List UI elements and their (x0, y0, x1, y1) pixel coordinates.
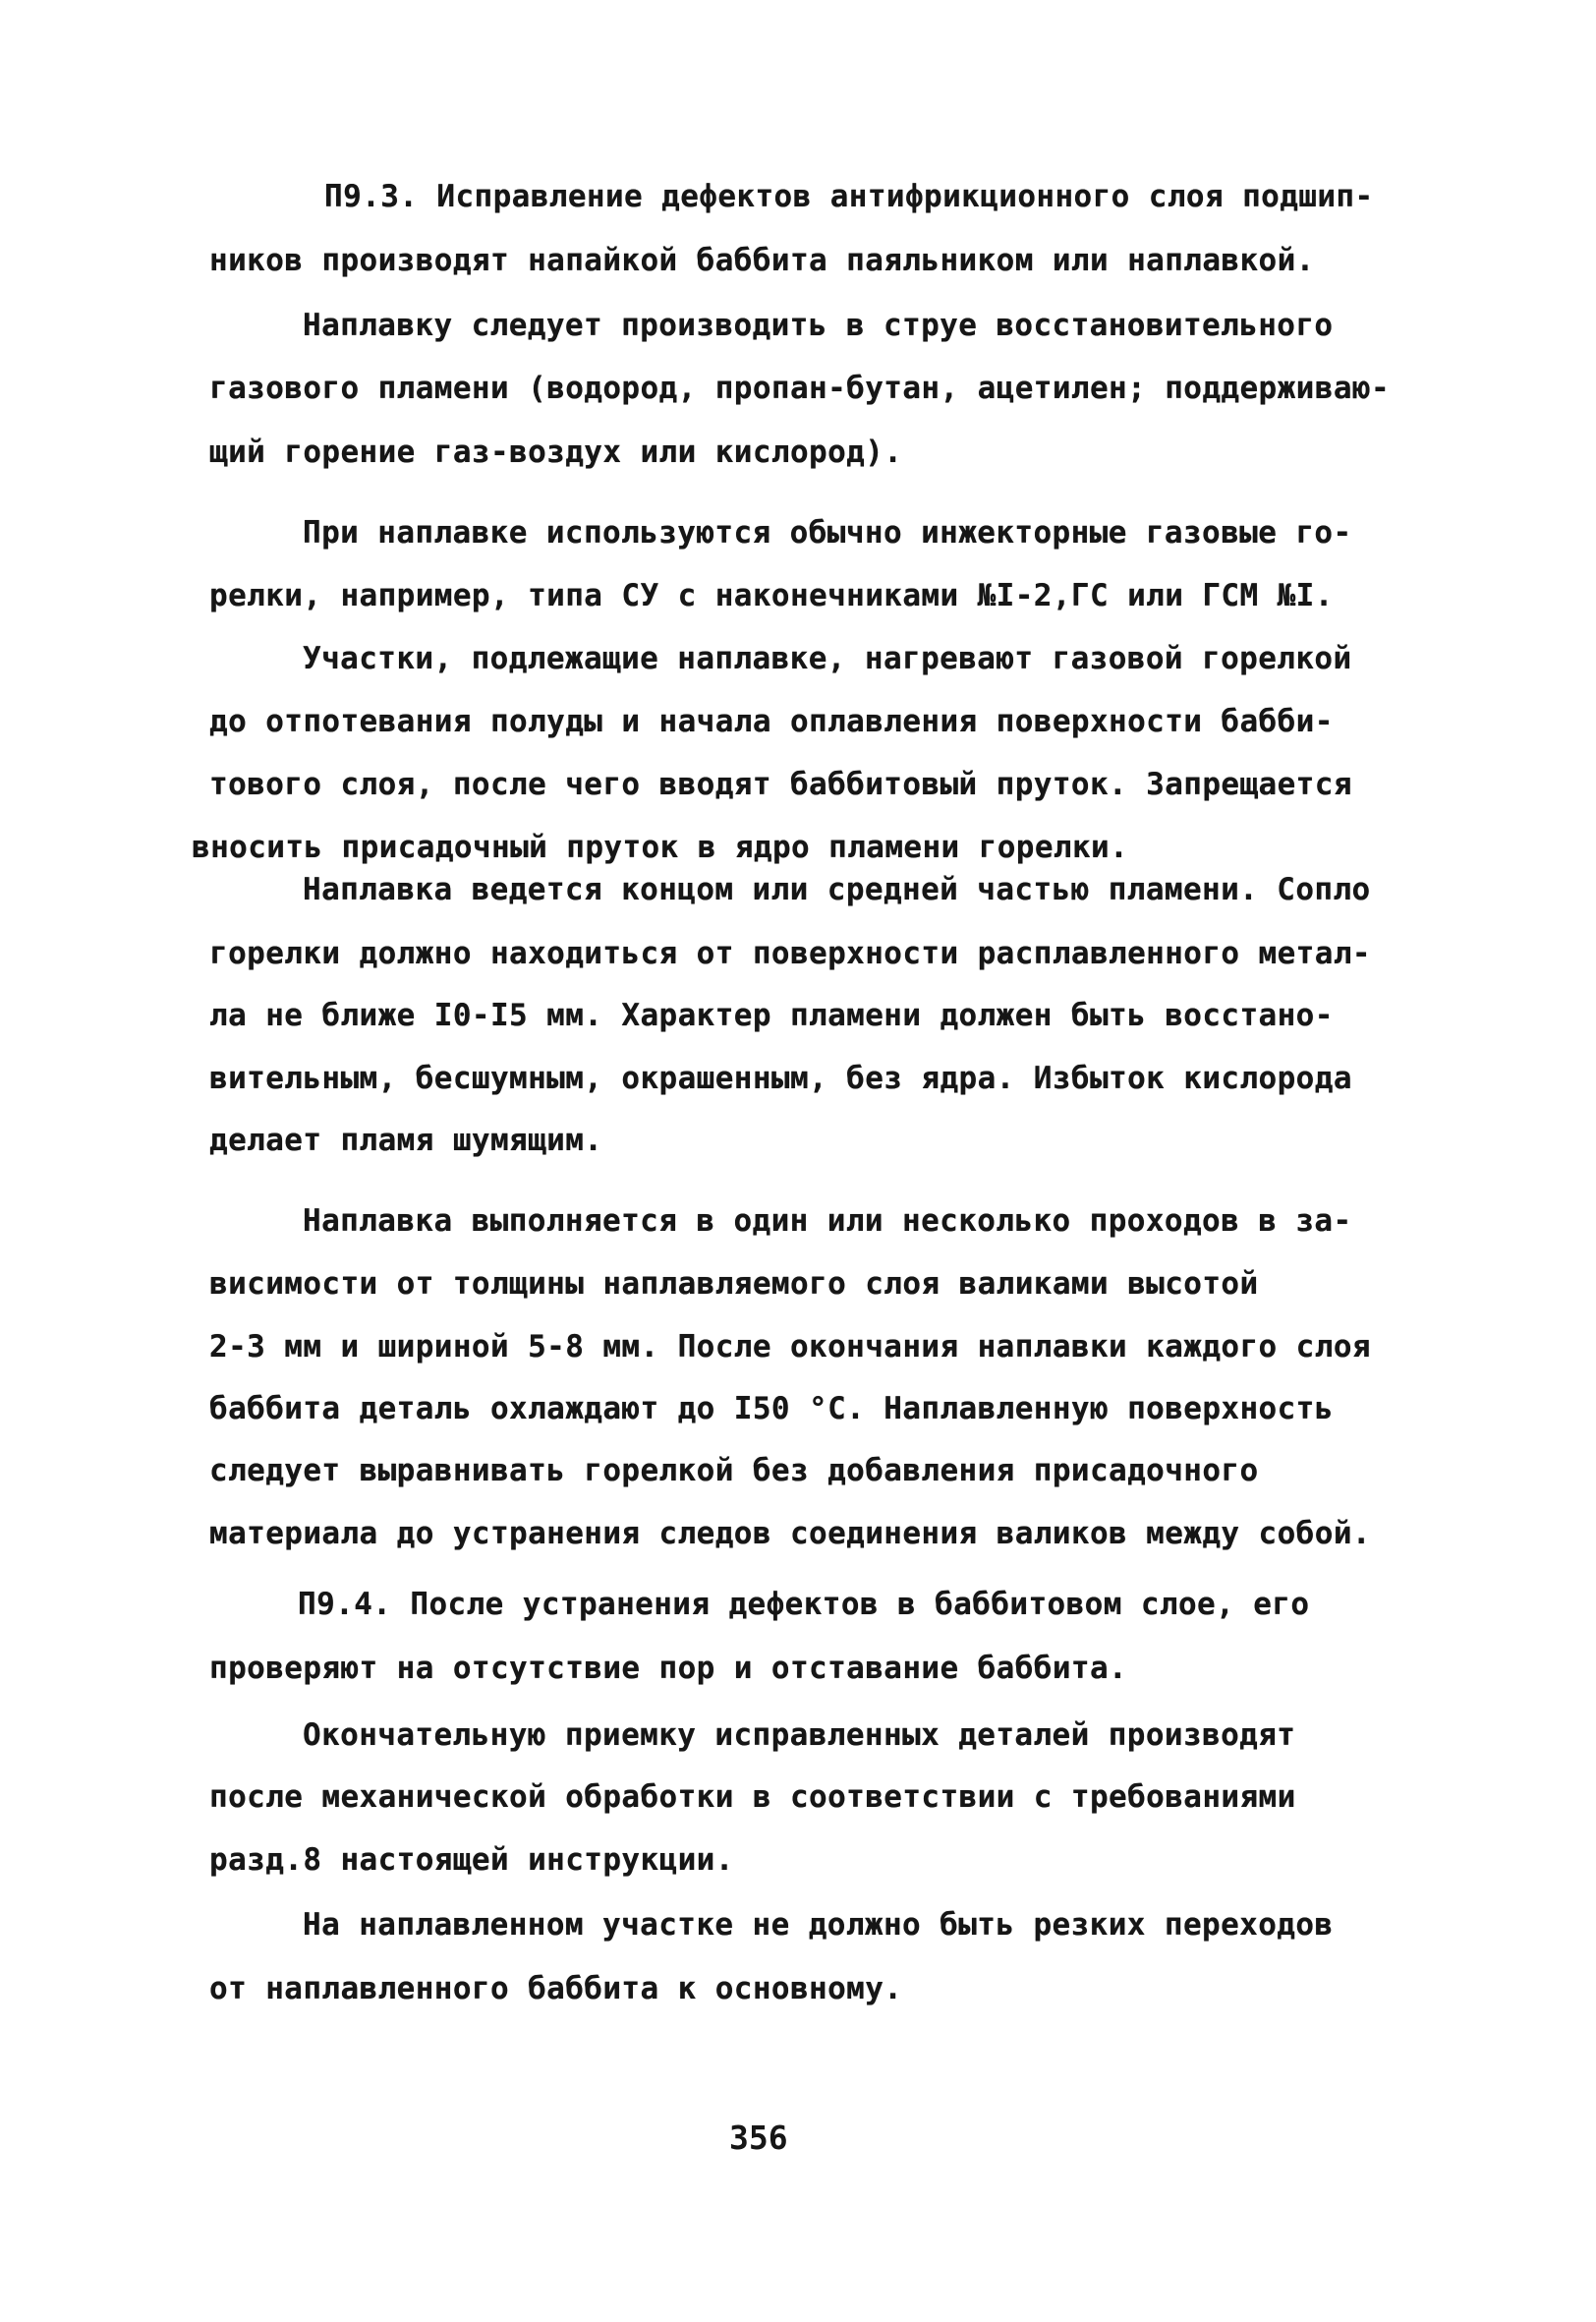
text-line: висимости от толщины наплавляемого слоя валиками высотой (209, 1266, 1259, 1302)
text-line: от наплавленного баббита к основному. (209, 1971, 903, 2006)
text-line: Наплавку следует производить в струе восстановительного (303, 308, 1334, 343)
text-line: щий горение газ-воздух или кислород). (209, 435, 903, 470)
text-line: Участки, подлежащие наплавке, нагревают газовой горелкой (303, 641, 1352, 676)
text-line: 2-3 мм и шириной 5-8 мм. После окончания наплавки каждого слоя (209, 1329, 1371, 1364)
text-line: На наплавленном участке не должно быть резких переходов (303, 1907, 1334, 1943)
text-line: после механической обработки в соответствии с требованиями (209, 1779, 1296, 1815)
text-line: вносить присадочный пруток в ядро пламени горелки. (192, 830, 1129, 865)
text-line: проверяют на отсутствие пор и отставание баббита. (209, 1651, 1128, 1686)
text-line: разд.8 настоящей инструкции. (209, 1842, 734, 1878)
text-line: Окончательную приемку исправленных деталей производят (303, 1717, 1296, 1753)
text-line: ников производят напайкой баббита паяльником или наплавкой. (209, 243, 1315, 278)
text-line: делает пламя шумящим. (209, 1123, 603, 1158)
text-line: вительным, бесшумным, окрашенным, без ядра. Избыток кислорода (209, 1061, 1352, 1096)
text-line: релки, например, типа СУ с наконечниками №I-2,ГС или ГСМ №I. (209, 578, 1334, 613)
text-line: горелки должно находиться от поверхности расплавленного метал- (209, 936, 1371, 971)
text-line: ла не ближе I0-I5 мм. Характер пламени должен быть восстано- (209, 998, 1334, 1033)
text-line: Наплавка ведется концом или средней частью пламени. Сопло (303, 872, 1371, 907)
text-line: до отпотевания полуды и начала оплавления поверхности бабби- (209, 704, 1334, 739)
text-line: Наплавка выполняется в один или несколько проходов в за- (303, 1203, 1352, 1239)
page-number: 356 (729, 2119, 788, 2157)
text-line: П9.3. Исправление дефектов антифрикционного слоя подшип- (324, 179, 1374, 214)
text-line: П9.4. После устранения дефектов в баббитовом слое, его (298, 1587, 1310, 1622)
text-line: материала до устранения следов соединения валиков между собой. (209, 1516, 1371, 1551)
text-line: При наплавке используются обычно инжекторные газовые го- (303, 515, 1352, 551)
text-line: следует выравнивать горелкой без добавления присадочного (209, 1453, 1259, 1488)
text-line: тового слоя, после чего вводят баббитовый пруток. Запрещается (209, 767, 1352, 802)
text-line: газового пламени (водород, пропан-бутан, ацетилен; поддерживаю- (209, 371, 1391, 406)
text-line: баббита деталь охлаждают до I50 °С. Наплавленную поверхность (209, 1391, 1334, 1426)
